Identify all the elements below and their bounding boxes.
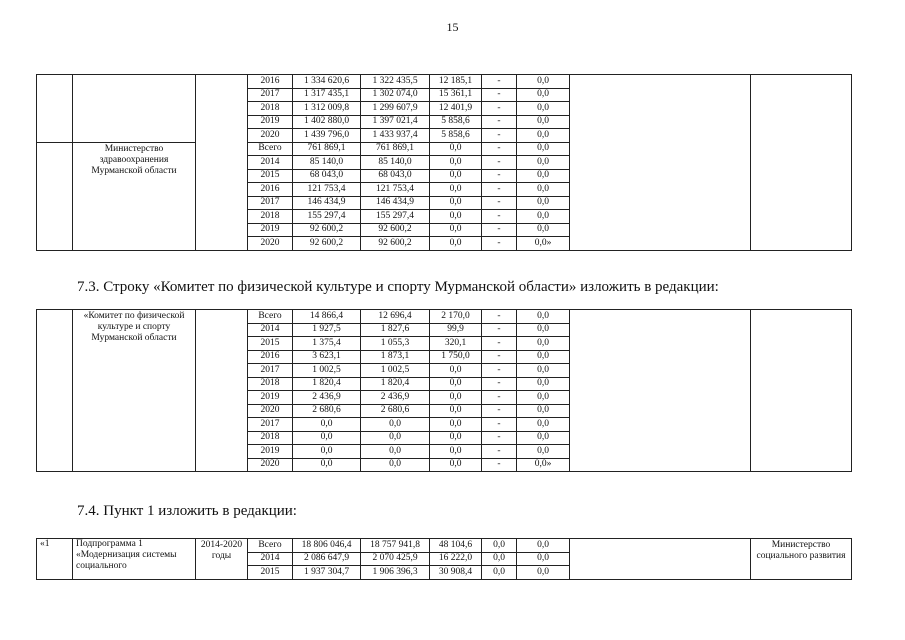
value-cell: 2017 — [248, 88, 293, 102]
value-cell: 2020 — [248, 237, 293, 251]
subprogram-name: Подпрограмма 1 «Модернизация системы социального — [73, 539, 196, 580]
value-cell: - — [482, 88, 517, 102]
value-cell: 0,0 — [517, 404, 570, 418]
value-cell: 5 858,6 — [430, 129, 482, 143]
value-cell: 2020 — [248, 129, 293, 143]
value-cell: 12 696,4 — [361, 310, 430, 324]
value-cell: - — [482, 418, 517, 432]
value-cell: 92 600,2 — [293, 223, 361, 237]
value-cell: 1 322 435,5 — [361, 75, 430, 89]
table-row — [37, 310, 852, 324]
value-cell: 2019 — [248, 391, 293, 405]
table-row — [37, 539, 852, 553]
value-cell: 1 397 021,4 — [361, 115, 430, 129]
period-cell — [196, 75, 248, 251]
value-cell: 0,0 — [430, 237, 482, 251]
value-cell: 1 750,0 — [430, 350, 482, 364]
value-cell: 0,0 — [517, 350, 570, 364]
value-cell: 0,0 — [361, 458, 430, 472]
blank-cell — [570, 539, 751, 580]
value-cell: 30 908,4 — [430, 566, 482, 580]
value-cell: 68 043,0 — [293, 169, 361, 183]
value-cell: 2017 — [248, 418, 293, 432]
value-cell: 1 820,4 — [361, 377, 430, 391]
value-cell: 0,0 — [293, 445, 361, 459]
value-cell: 1 002,5 — [293, 364, 361, 378]
value-cell: 85 140,0 — [293, 156, 361, 170]
value-cell: 761 869,1 — [361, 142, 430, 156]
value-cell: - — [482, 196, 517, 210]
value-cell: 5 858,6 — [430, 115, 482, 129]
value-cell: 1 317 435,1 — [293, 88, 361, 102]
value-cell: 2 086 647,9 — [293, 552, 361, 566]
value-cell: 18 757 941,8 — [361, 539, 430, 553]
budget-table-sport — [36, 309, 852, 472]
item-number: «1 — [37, 539, 73, 580]
num-cell — [37, 75, 73, 143]
value-cell: 3 623,1 — [293, 350, 361, 364]
value-cell: 1 906 396,3 — [361, 566, 430, 580]
value-cell: 14 866,4 — [293, 310, 361, 324]
value-cell: 1 402 880,0 — [293, 115, 361, 129]
value-cell: 0,0 — [430, 418, 482, 432]
value-cell: - — [482, 391, 517, 405]
blank-cell — [751, 310, 852, 472]
value-cell: - — [482, 458, 517, 472]
value-cell: 0,0 — [517, 129, 570, 143]
value-cell: Всего — [248, 539, 293, 553]
value-cell: 0,0 — [517, 377, 570, 391]
value-cell: 2 680,6 — [361, 404, 430, 418]
value-cell: 1 827,6 — [361, 323, 430, 337]
value-cell: 2018 — [248, 431, 293, 445]
value-cell: - — [482, 75, 517, 89]
num-cell — [37, 310, 73, 472]
value-cell: - — [482, 350, 517, 364]
value-cell: 0,0 — [361, 431, 430, 445]
value-cell: 0,0 — [517, 566, 570, 580]
executor-name: Министерство социального развития — [751, 539, 852, 580]
value-cell: 85 140,0 — [361, 156, 430, 170]
value-cell: 2020 — [248, 458, 293, 472]
value-cell: 2015 — [248, 566, 293, 580]
value-cell: 99,9 — [430, 323, 482, 337]
value-cell: 2 680,6 — [293, 404, 361, 418]
value-cell: - — [482, 142, 517, 156]
value-cell: 2019 — [248, 115, 293, 129]
value-cell: 92 600,2 — [293, 237, 361, 251]
value-cell: 1 937 304,7 — [293, 566, 361, 580]
value-cell: 0,0 — [293, 431, 361, 445]
value-cell: - — [482, 337, 517, 351]
value-cell: - — [482, 129, 517, 143]
value-cell: 0,0 — [430, 223, 482, 237]
value-cell: 146 434,9 — [361, 196, 430, 210]
value-cell: 0,0 — [293, 458, 361, 472]
value-cell: 121 753,4 — [361, 183, 430, 197]
value-cell: 2019 — [248, 445, 293, 459]
value-cell: 0,0 — [430, 391, 482, 405]
value-cell: 0,0 — [361, 445, 430, 459]
value-cell: 155 297,4 — [361, 210, 430, 224]
value-cell: 0,0 — [517, 115, 570, 129]
value-cell: - — [482, 237, 517, 251]
value-cell: 92 600,2 — [361, 223, 430, 237]
value-cell: 2016 — [248, 350, 293, 364]
table-row — [37, 75, 852, 89]
value-cell: 0,0 — [517, 539, 570, 553]
value-cell: 1 375,4 — [293, 337, 361, 351]
value-cell: 68 043,0 — [361, 169, 430, 183]
value-cell: 0,0 — [517, 142, 570, 156]
value-cell: 0,0 — [430, 210, 482, 224]
value-cell: 2 070 425,9 — [361, 552, 430, 566]
value-cell: 0,0 — [517, 323, 570, 337]
value-cell: 2014 — [248, 156, 293, 170]
value-cell: 0,0 — [361, 418, 430, 432]
value-cell: 0,0 — [517, 310, 570, 324]
value-cell: 0,0 — [482, 552, 517, 566]
value-cell: - — [482, 183, 517, 197]
value-cell: 0,0 — [517, 75, 570, 89]
value-cell: 0,0 — [482, 539, 517, 553]
value-cell: 0,0 — [517, 88, 570, 102]
value-cell: 0,0 — [430, 183, 482, 197]
value-cell: 1 433 937,4 — [361, 129, 430, 143]
value-cell: 1 002,5 — [361, 364, 430, 378]
value-cell: - — [482, 169, 517, 183]
value-cell: - — [482, 102, 517, 116]
value-cell: 92 600,2 — [361, 237, 430, 251]
budget-table-health — [36, 74, 852, 251]
value-cell: 16 222,0 — [430, 552, 482, 566]
value-cell: - — [482, 210, 517, 224]
value-cell: 1 312 009,8 — [293, 102, 361, 116]
value-cell: - — [482, 445, 517, 459]
heading-7-4: 7.4. Пункт 1 изложить в редакции: — [77, 503, 297, 519]
value-cell: 2017 — [248, 364, 293, 378]
value-cell: 0,0 — [517, 364, 570, 378]
blank-cell — [570, 75, 751, 251]
value-cell: - — [482, 156, 517, 170]
value-cell: 1 873,1 — [361, 350, 430, 364]
blank-cell — [751, 75, 852, 251]
value-cell: 0,0 — [430, 445, 482, 459]
value-cell: 0,0 — [517, 169, 570, 183]
value-cell: 2 436,9 — [361, 391, 430, 405]
value-cell: 2014 — [248, 552, 293, 566]
value-cell: 2 170,0 — [430, 310, 482, 324]
value-cell: 18 806 046,4 — [293, 539, 361, 553]
value-cell: 2018 — [248, 377, 293, 391]
value-cell: 12 185,1 — [430, 75, 482, 89]
value-cell: 0,0 — [517, 391, 570, 405]
value-cell: 761 869,1 — [293, 142, 361, 156]
value-cell: - — [482, 310, 517, 324]
value-cell: 0,0 — [482, 566, 517, 580]
value-cell: 2017 — [248, 196, 293, 210]
value-cell: 146 434,9 — [293, 196, 361, 210]
value-cell: 1 439 796,0 — [293, 129, 361, 143]
value-cell: 1 299 607,9 — [361, 102, 430, 116]
value-cell: 121 753,4 — [293, 183, 361, 197]
value-cell: 0,0 — [430, 404, 482, 418]
value-cell: 0,0» — [517, 237, 570, 251]
page-number: 15 — [446, 20, 459, 34]
value-cell: 15 361,1 — [430, 88, 482, 102]
value-cell: 2020 — [248, 404, 293, 418]
value-cell: 0,0 — [517, 156, 570, 170]
value-cell: 320,1 — [430, 337, 482, 351]
value-cell: 0,0 — [293, 418, 361, 432]
value-cell: 48 104,6 — [430, 539, 482, 553]
value-cell: - — [482, 404, 517, 418]
blank-cell — [570, 310, 751, 472]
value-cell: 0,0 — [430, 377, 482, 391]
value-cell: 12 401,9 — [430, 102, 482, 116]
period-cell: 2014-2020 годы — [196, 539, 248, 580]
value-cell: 0,0 — [517, 183, 570, 197]
value-cell: 0,0 — [517, 431, 570, 445]
org-cell — [73, 75, 196, 143]
value-cell: 1 927,5 — [293, 323, 361, 337]
value-cell: 0,0 — [517, 418, 570, 432]
heading-7-3: 7.3. Строку «Комитет по физической культуре и спорту Мурманской области» изложить в редакции: — [77, 279, 719, 295]
value-cell: Всего — [248, 142, 293, 156]
value-cell: 0,0 — [517, 337, 570, 351]
value-cell: - — [482, 377, 517, 391]
value-cell: 2016 — [248, 75, 293, 89]
org-name: Министерство здравоохранения Мурманской области — [73, 142, 196, 250]
value-cell: 0,0 — [430, 431, 482, 445]
value-cell: - — [482, 431, 517, 445]
value-cell: 1 055,3 — [361, 337, 430, 351]
num-cell — [37, 142, 73, 250]
value-cell: 0,0 — [517, 445, 570, 459]
value-cell: - — [482, 323, 517, 337]
value-cell: 2015 — [248, 337, 293, 351]
budget-table-subprogram — [36, 538, 852, 580]
value-cell: 0,0 — [430, 169, 482, 183]
org-name: «Комитет по физической культуре и спорту Мурманской области — [73, 310, 196, 472]
value-cell: 0,0 — [517, 223, 570, 237]
value-cell: 1 302 074,0 — [361, 88, 430, 102]
value-cell: 0,0 — [430, 364, 482, 378]
value-cell: 2019 — [248, 223, 293, 237]
period-cell — [196, 310, 248, 472]
value-cell: 2018 — [248, 210, 293, 224]
value-cell: 2014 — [248, 323, 293, 337]
value-cell: - — [482, 223, 517, 237]
value-cell: 0,0 — [517, 196, 570, 210]
value-cell: 0,0 — [430, 196, 482, 210]
value-cell: 2018 — [248, 102, 293, 116]
value-cell: 0,0 — [430, 142, 482, 156]
value-cell: Всего — [248, 310, 293, 324]
value-cell: 2016 — [248, 183, 293, 197]
value-cell: 0,0 — [517, 552, 570, 566]
value-cell: 0,0 — [517, 102, 570, 116]
value-cell: 0,0 — [430, 458, 482, 472]
value-cell: 0,0 — [517, 210, 570, 224]
value-cell: - — [482, 115, 517, 129]
value-cell: 1 334 620,6 — [293, 75, 361, 89]
value-cell: 0,0 — [430, 156, 482, 170]
value-cell: 155 297,4 — [293, 210, 361, 224]
value-cell: 2 436,9 — [293, 391, 361, 405]
value-cell: 1 820,4 — [293, 377, 361, 391]
value-cell: 2015 — [248, 169, 293, 183]
value-cell: - — [482, 364, 517, 378]
value-cell: 0,0» — [517, 458, 570, 472]
